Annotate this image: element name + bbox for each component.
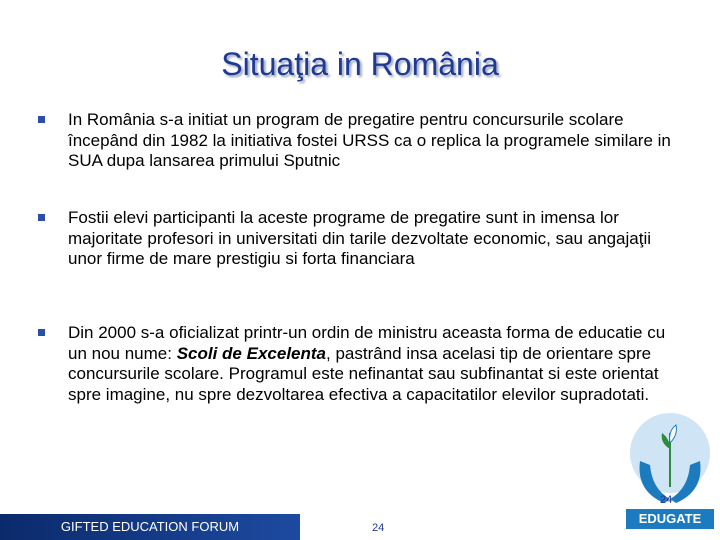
bullet-item	[38, 110, 678, 172]
footer-bar	[0, 514, 300, 540]
bullet-item	[38, 208, 678, 270]
bullet-text: In România s-a initiat un program de pregatire pentru concursurile scolare începând din 1982 la initiativa fostei URSS ca o replica la programele similare in SUA dupa lansarea primului Sputnic	[68, 110, 671, 170]
slide-title: Situaţia in România	[221, 46, 499, 82]
logo-page-number: 24	[660, 494, 673, 506]
footer-forum-label: GIFTED EDUCATION FORUM	[60, 519, 240, 534]
logo-label: EDUGATE	[626, 509, 714, 529]
bullet-item	[38, 323, 678, 405]
bullet-square-icon	[38, 214, 45, 221]
page-number: 24	[372, 522, 385, 534]
bullet-text: Fostii elevi participanti la aceste programe de pregatire sunt in imensa lor majoritate profesori in universitati din tarile dezvoltate economic, sau angajaţii unor firme de mare prestigiu si forta financiara	[68, 208, 652, 268]
bullet-text-after: , pastrând insa acelasi tip de orientare spre concursurile scolare. Programul este nefinantat sau subfinantat si este orientat spre imagine, nu spre dezvoltarea efectiva a capacitatilor elevilor supradotati.	[68, 343, 659, 404]
bullet-square-icon	[38, 116, 45, 123]
bullet-square-icon	[38, 329, 45, 336]
bullet-text-before: Din 2000 s-a oficializat printr-un ordin de ministru aceasta forma de educatie cu un nou nume:	[68, 323, 666, 363]
bullet-emphasis: Scoli de Excelenta	[176, 343, 326, 363]
